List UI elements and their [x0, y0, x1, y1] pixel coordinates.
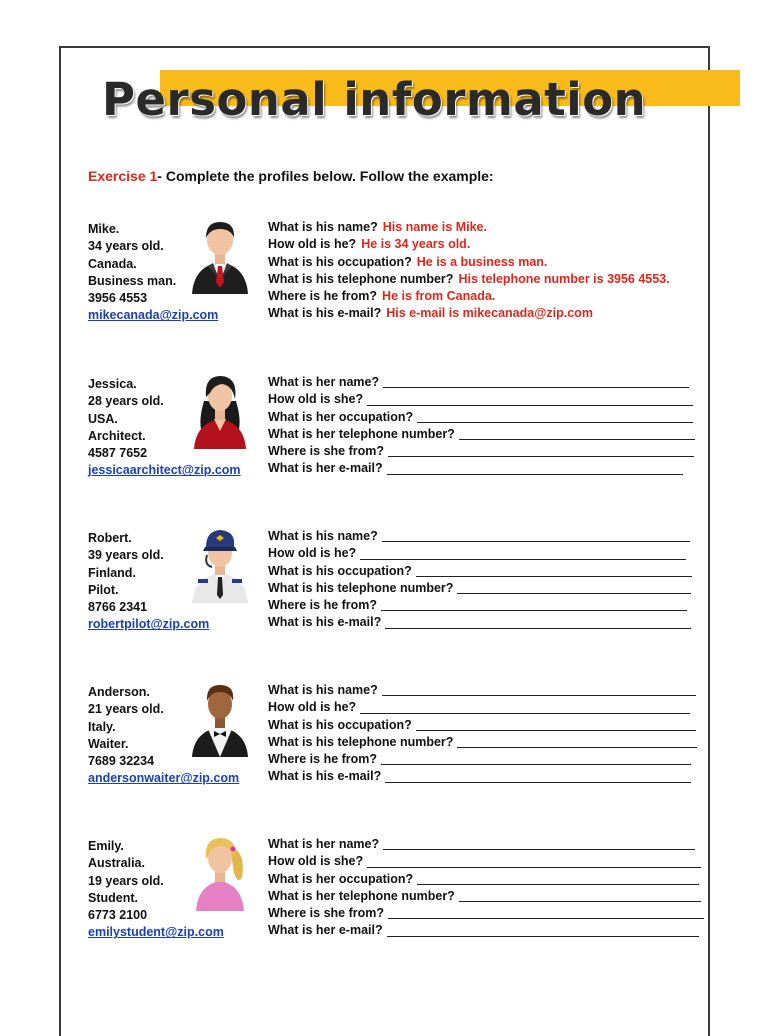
question-list [268, 219, 670, 323]
qa-row [268, 305, 670, 322]
answer-blank-line[interactable] [387, 462, 683, 475]
answer-blank-line[interactable] [382, 529, 690, 542]
profile-emily [0, 838, 768, 978]
question: What is his telephone number? [268, 271, 454, 286]
answer-blank-line[interactable] [367, 855, 701, 868]
question: What is her e-mail? [268, 923, 383, 938]
qa-row [268, 545, 692, 562]
question: What is her occupation? [268, 409, 414, 424]
qa-row [268, 528, 692, 545]
qa-row [268, 409, 695, 426]
answer: He is 34 years old. [361, 237, 471, 252]
question-list [268, 682, 697, 786]
profile-email-link[interactable]: andersonwaiter@zip.com [88, 771, 240, 786]
profile-detail: USA. [88, 411, 118, 426]
qa-row [268, 391, 695, 408]
profile-detail: 34 years old. [88, 239, 164, 254]
qa-row [268, 271, 670, 288]
question: Where is he from? [268, 289, 378, 304]
profile-detail: 19 years old. [88, 873, 164, 888]
answer-blank-line[interactable] [367, 393, 693, 406]
answer-blank-line[interactable] [416, 718, 696, 731]
qa-row [268, 288, 670, 305]
profile-detail: Australia. [88, 856, 145, 871]
businessman-avatar-icon [184, 216, 256, 294]
answer-blank-line[interactable] [381, 752, 691, 765]
qa-row [268, 853, 704, 870]
question-list [268, 528, 692, 632]
page-title: Personal information [102, 73, 647, 126]
profile-phone: 6773 2100 [88, 908, 148, 923]
profile-detail: Pilot. [88, 582, 119, 597]
profile-anderson [0, 684, 768, 824]
profile-detail: Finland. [88, 565, 136, 580]
answer-blank-line[interactable] [457, 735, 697, 748]
qa-row [268, 682, 697, 699]
profile-phone: 4587 7652 [88, 446, 148, 461]
profile-detail: Architect. [88, 428, 146, 443]
question-list [268, 836, 704, 940]
profile-detail: Italy. [88, 719, 116, 734]
question: What is her telephone number? [268, 888, 455, 903]
question-list [268, 374, 695, 478]
profile-email-link[interactable]: jessicaarchitect@zip.com [88, 463, 241, 478]
profile-email-link[interactable]: emilystudent@zip.com [88, 925, 224, 940]
profile-name: Emily. [88, 839, 124, 853]
question: What is his name? [268, 529, 378, 543]
question: What is his occupation? [268, 717, 412, 732]
waiter-avatar-icon [184, 679, 256, 757]
exercise-number: Exercise 1 [88, 168, 158, 184]
answer: His telephone number is 3956 4553. [458, 271, 670, 286]
question: What is her name? [268, 375, 380, 389]
answer-blank-line[interactable] [388, 444, 694, 457]
answer-blank-line[interactable] [459, 889, 701, 902]
question: What is his telephone number? [268, 734, 454, 749]
qa-row [268, 597, 692, 614]
profile-detail: Business man. [88, 273, 177, 288]
profile-email-link[interactable]: robertpilot@zip.com [88, 617, 210, 632]
answer-blank-line[interactable] [360, 547, 686, 560]
answer-blank-line[interactable] [388, 906, 704, 919]
profile-jessica [0, 376, 768, 516]
question: What is his occupation? [268, 563, 412, 578]
answer-blank-line[interactable] [457, 581, 691, 594]
answer-blank-line[interactable] [385, 616, 691, 629]
answer: He is a business man. [416, 254, 548, 269]
question: What is her occupation? [268, 871, 414, 886]
businesswoman-avatar-icon [184, 371, 256, 449]
profile-detail: 21 years old. [88, 702, 164, 717]
qa-row [268, 699, 697, 716]
question: Where is he from? [268, 752, 378, 767]
pilot-avatar-icon [184, 525, 256, 603]
answer-blank-line[interactable] [382, 683, 696, 696]
profile-detail: 39 years old. [88, 548, 164, 563]
answer: He is from Canada. [382, 289, 496, 304]
profile-detail: Canada. [88, 256, 137, 271]
profile-phone: 8766 2341 [88, 600, 148, 615]
question: What is his e-mail? [268, 306, 382, 321]
qa-row [268, 717, 697, 734]
exercise-text: - Complete the profiles below. Follow the example: [157, 168, 494, 184]
question: What is his e-mail? [268, 615, 382, 630]
answer-blank-line[interactable] [459, 427, 695, 440]
question: What is his telephone number? [268, 580, 454, 595]
qa-row [268, 443, 695, 460]
question: How old is she? [268, 854, 364, 869]
qa-row [268, 219, 670, 236]
profile-name: Robert. [88, 531, 132, 545]
qa-row [268, 751, 697, 768]
question: Where is she from? [268, 444, 384, 459]
profile-phone: 7689 32234 [88, 754, 155, 769]
profile-robert [0, 530, 768, 670]
qa-row [268, 236, 670, 253]
qa-row [268, 836, 704, 853]
question: What is his name? [268, 220, 378, 234]
question: What is his e-mail? [268, 769, 382, 784]
answer-blank-line[interactable] [383, 375, 689, 388]
question: Where is she from? [268, 906, 384, 921]
qa-row [268, 871, 704, 888]
question: Where is he from? [268, 598, 378, 613]
student-avatar-icon [184, 833, 256, 911]
profile-name: Jessica. [88, 377, 137, 391]
question: How old is he? [268, 237, 357, 252]
qa-row [268, 374, 695, 391]
qa-row [268, 922, 704, 939]
question: How old is he? [268, 700, 357, 715]
qa-row [268, 734, 697, 751]
answer-blank-line[interactable] [383, 837, 695, 850]
answer-blank-line[interactable] [417, 872, 699, 885]
profile-name: Anderson. [88, 685, 150, 699]
profile-detail: Waiter. [88, 736, 129, 751]
question: What is her telephone number? [268, 426, 455, 441]
question: How old is she? [268, 392, 364, 407]
answer-blank-line[interactable] [417, 410, 693, 423]
qa-row [268, 580, 692, 597]
qa-row [268, 254, 670, 271]
question: What is his occupation? [268, 254, 412, 269]
profile-name: Mike. [88, 222, 120, 236]
question: What is his name? [268, 683, 378, 697]
answer-blank-line[interactable] [416, 564, 692, 577]
answer-blank-line[interactable] [385, 770, 691, 783]
qa-row [268, 905, 704, 922]
qa-row [268, 563, 692, 580]
exercise-instruction [88, 168, 494, 184]
answer-blank-line[interactable] [387, 924, 699, 937]
profile-phone: 3956 4553 [88, 291, 148, 306]
question: What is her name? [268, 837, 380, 851]
profile-detail: Student. [88, 890, 138, 905]
answer-blank-line[interactable] [381, 598, 687, 611]
qa-row [268, 460, 695, 477]
answer: His e-mail is mikecanada@zip.com [386, 306, 593, 321]
qa-row [268, 768, 697, 785]
qa-row [268, 426, 695, 443]
answer: His name is Mike. [382, 220, 487, 234]
qa-row [268, 888, 704, 905]
answer-blank-line[interactable] [360, 701, 690, 714]
profile-detail: 28 years old. [88, 394, 164, 409]
question: What is her e-mail? [268, 461, 383, 476]
question: How old is he? [268, 546, 357, 561]
profile-email-link[interactable]: mikecanada@zip.com [88, 308, 219, 323]
qa-row [268, 614, 692, 631]
profile-mike [0, 221, 768, 361]
